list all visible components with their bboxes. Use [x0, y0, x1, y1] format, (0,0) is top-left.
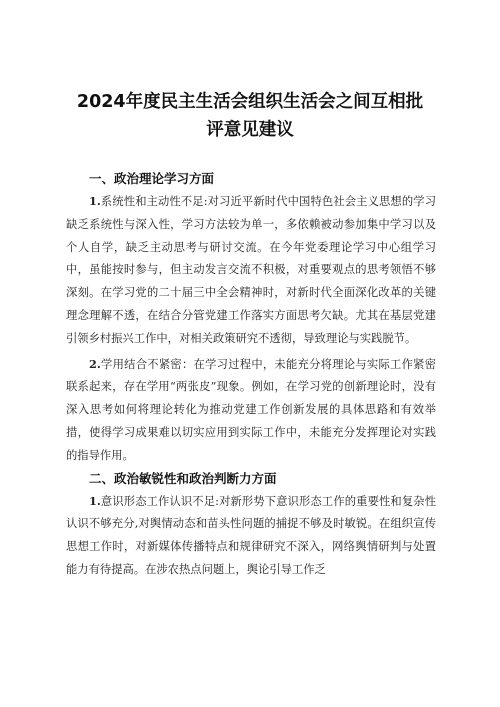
document-body [66, 168, 436, 582]
title-line-2: 评意见建议 [206, 120, 294, 140]
paragraph-item [66, 190, 436, 351]
item-text: 意识形态工作认识不足:对新形势下意识形态工作的重要性和复杂性认识不够充分,对舆情动态和苗头性问题的捕捉不够及时敏锐。在组织宣传思想工作时，对新媒体传播特点和规律研究不深入，网络舆情研判与处置能力有待提高。在涉农热点问题上，舆论引导工作乏 [66, 494, 436, 576]
title-line-1: 2024年度民主生活会组织生活会之间互相批 [76, 92, 424, 112]
item-number: 1. [89, 493, 101, 508]
item-number: 2. [89, 356, 101, 371]
paragraph-item [66, 490, 436, 582]
item-text: 学用结合不紧密：在学习过程中，未能充分将理论与实际工作紧密联系起来，存在学用“两张皮”现象。例如，在学习党的创新理论时，没有深入思考如何将理论转化为推动党建工作创新发展的具体思路和有效举措，使得学习成果难以切实应用到实际工作中，未能充分发挥理论对实践的指导作用。 [66, 357, 436, 462]
document-title [60, 88, 440, 144]
section-heading-politics-theory: 一、政治理论学习方面 [89, 171, 215, 186]
section-heading-political-sensitivity: 二、政治敏锐性和政治判断力方面 [89, 470, 277, 486]
item-text: 系统性和主动性不足:对习近平新时代中国特色社会主义思想的学习缺乏系统性与深入性，学习方法较为单一，多依赖被动参加集中学习以及个人自学，缺乏主动思考与研讨交流。在今年党委理论学习中心组学习中，虽能按时参与，但主动发言交流不积极，对重要观点的思考领悟不够深刻。在学习党的二十届三中全会精神时，对新时代全面深化改革的关键理念理解不透，在结合分管党建工作落实方面思考欠缺。尤其在基层党建引领乡村振兴工作中，对相关政策研究不透彻，导致理论与实践脱节。 [66, 195, 436, 345]
item-number: 1. [89, 194, 101, 208]
paragraph-item [66, 353, 436, 468]
